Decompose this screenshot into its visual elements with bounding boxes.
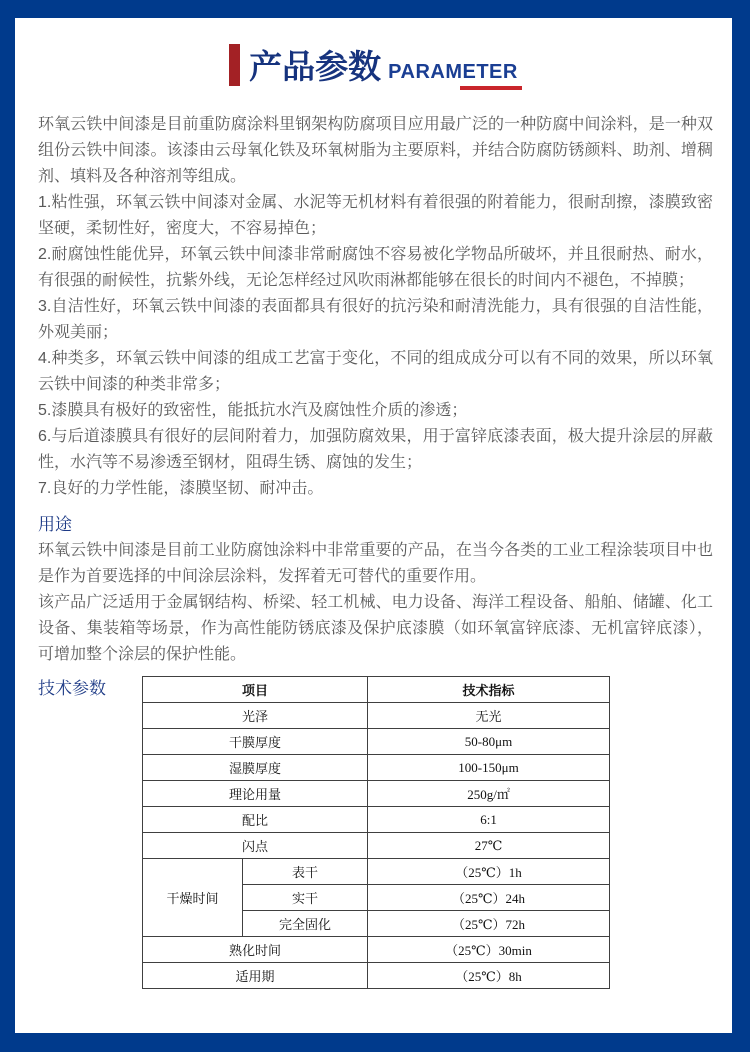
intro-paragraph: 6.与后道漆膜具有很好的层间附着力，加强防腐效果，用于富锌底漆表面，极大提升涂层的屏蔽性，水汽等不易渗透至钢材，阻碍生锈、腐蚀的发生； — [38, 428, 713, 471]
section-tech — [38, 676, 713, 989]
table-cell-item: 适用期 — [143, 963, 368, 989]
red-underline-accent — [460, 86, 522, 90]
table-header-item: 项目 — [143, 677, 368, 703]
section-usage — [38, 512, 713, 668]
table-cell-value: 6:1 — [368, 807, 610, 833]
table-header-row — [143, 677, 610, 703]
table-cell-value: （25℃）8h — [368, 963, 610, 989]
tech-params-table — [142, 676, 610, 989]
intro-paragraph: 5.漆膜具有极好的致密性，能抵抗水汽及腐蚀性介质的渗透； — [38, 402, 468, 419]
title-row — [229, 44, 518, 86]
table-cell-value: 100-150μm — [368, 755, 610, 781]
table-cell-value: （25℃）24h — [368, 885, 610, 911]
table-row — [143, 937, 610, 963]
usage-paragraph: 该产品广泛适用于金属钢结构、桥梁、轻工机械、电力设备、海洋工程设备、船舶、储罐、化工设备、集装箱等场景，作为高性能防锈底漆及保护底漆膜（如环氧富锌底漆、无机富锌底漆），可增加整个涂层的保护性能。 — [38, 594, 713, 663]
table-cell-value: 250g/㎡ — [368, 781, 610, 807]
intro-paragraph: 2.耐腐蚀性能优异，环氧云铁中间漆非常耐腐蚀不容易被化学物品所破坏，并且很耐热、耐水，有很强的耐候性，抗紫外线，无论怎样经过风吹雨淋都能够在很长的时间内不褪色，不掉膜； — [38, 246, 713, 289]
table-row — [143, 807, 610, 833]
table-cell-value: （25℃）72h — [368, 911, 610, 937]
table-cell-item: 实干 — [243, 885, 368, 911]
table-cell-value: 27℃ — [368, 833, 610, 859]
intro-paragraph: 1.粘性强，环氧云铁中间漆对金属、水泥等无机材料有着很强的附着能力，很耐刮擦，漆膜致密坚硬，柔韧性好，密度大，不容易掉色； — [38, 194, 713, 237]
table-cell-item: 湿膜厚度 — [143, 755, 368, 781]
table-cell-item: 光泽 — [143, 703, 368, 729]
section-intro — [38, 112, 713, 502]
table-cell-item: 熟化时间 — [143, 937, 368, 963]
table-row — [143, 781, 610, 807]
table-cell-item: 闪点 — [143, 833, 368, 859]
content-area — [15, 112, 732, 989]
section-usage-heading: 用途 — [38, 515, 72, 534]
usage-paragraph: 环氧云铁中间漆是目前工业防腐蚀涂料中非常重要的产品，在当今各类的工业工程涂装项目中也是作为首要选择的中间涂层涂料，发挥着无可替代的重要作用。 — [38, 542, 713, 585]
table-cell-value: （25℃）30min — [368, 937, 610, 963]
table-row — [143, 833, 610, 859]
table-cell-item: 配比 — [143, 807, 368, 833]
table-cell-value: 50-80μm — [368, 729, 610, 755]
table-row — [143, 729, 610, 755]
table-cell-item: 完全固化 — [243, 911, 368, 937]
intro-paragraph: 3.自洁性好，环氧云铁中间漆的表面都具有很好的抗污染和耐清洗能力，具有很强的自洁性能，外观美丽； — [38, 298, 713, 341]
dry-time-group-cell: 干燥时间 — [143, 859, 243, 937]
table-row — [143, 755, 610, 781]
table-row — [143, 963, 610, 989]
table-cell-value: 无光 — [368, 703, 610, 729]
table-row — [143, 859, 610, 885]
intro-paragraph: 7.良好的力学性能，漆膜坚韧、耐冲击。 — [38, 480, 324, 497]
product-params-header — [15, 44, 732, 86]
table-cell-item: 干膜厚度 — [143, 729, 368, 755]
intro-paragraph: 环氧云铁中间漆是目前重防腐涂料里钢架构防腐项目应用最广泛的一种防腐中间涂料，是一种双组份云铁中间漆。该漆由云母氧化铁及环氧树脂为主要原料，并结合防腐防锈颜料、助剂、增稠剂、填料及各种溶剂等组成。 — [38, 116, 713, 185]
table-cell-value: （25℃）1h — [368, 859, 610, 885]
table-cell-item: 理论用量 — [143, 781, 368, 807]
page-title-en-wrap — [388, 61, 518, 84]
section-tech-heading: 技术参数 — [38, 679, 106, 698]
table-header-value: 技术指标 — [368, 677, 610, 703]
intro-paragraph: 4.种类多，环氧云铁中间漆的组成工艺富于变化，不同的组成成分可以有不同的效果，所以环氧云铁中间漆的种类非常多； — [38, 350, 713, 393]
page-title-en: PARAMETER — [388, 61, 518, 83]
table-row — [143, 703, 610, 729]
table-cell-item: 表干 — [243, 859, 368, 885]
red-bar-accent-icon — [229, 44, 240, 86]
page-title-cn: 产品参数 — [249, 48, 382, 86]
